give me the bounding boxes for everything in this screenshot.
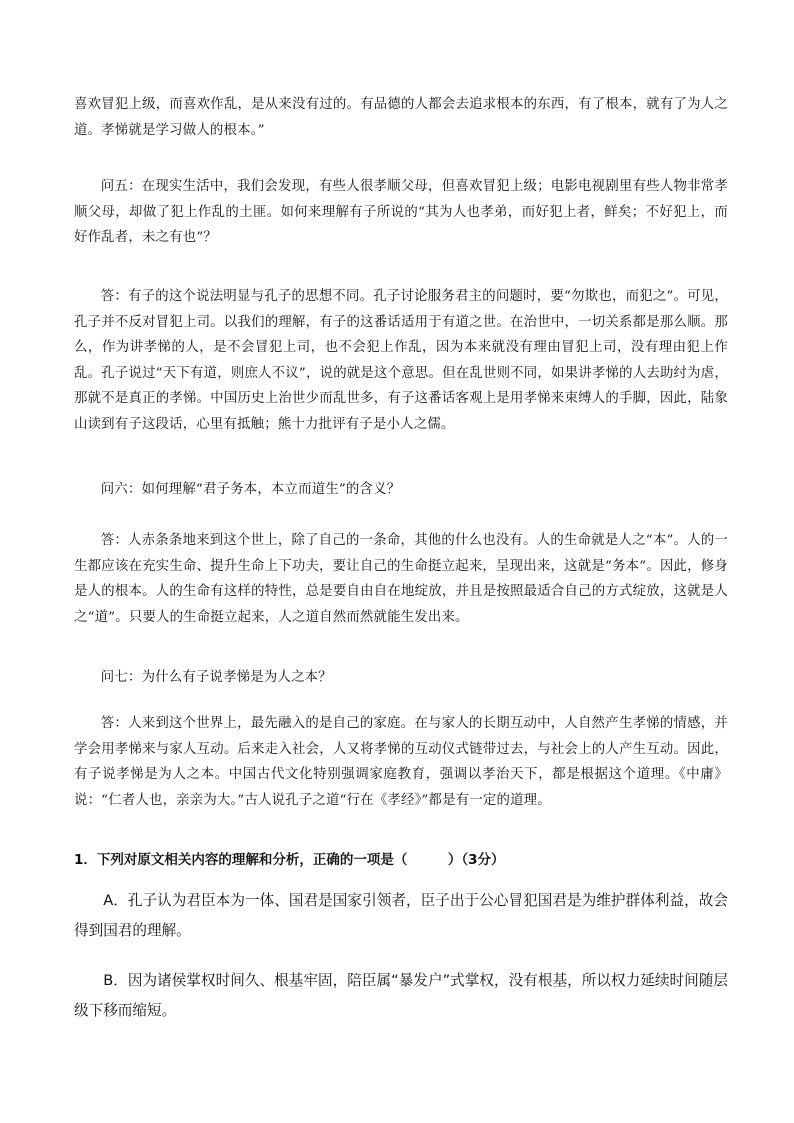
paragraph-continuation: 喜欢冒犯上级，而喜欢作乱，是从来没有过的。有品德的人都会去追求根本的东西，有了根本，就有了为人之道。孝悌就是学习做人的根本。” (74, 97, 728, 138)
question-seven: 问七：为什么有子说孝悌是为人之本？ (100, 670, 332, 685)
option-b: B．因为诸侯掌权时间久、根基牢固，陪臣属“暴发户”式掌权，没有根基，所以权力延续时间随层级下移而缩短。 (74, 972, 728, 1019)
answer-seven: 答：人来到这个世界上，最先融入的是自己的家庭。在与家人的长期互动中，人自然产生孝悌的情感，并学会用孝悌来与家人互动。后来走入社会，人又将孝悌的互动仪式链带过去，与社会上的人产生互动。因此，有子说孝悌是为人之本。中国古代文化特别强调家庭教育，强调以孝治天下，都是根据这个道理。《中庸》说：“仁者人也，亲亲为大。”古人说孔子之道“行在《孝经》”都是有一定的道理。 (74, 716, 728, 808)
question-six: 问六：如何理解“君子务本，本立而道生”的含义？ (100, 482, 401, 497)
question-one-title: 1．下列对原文相关内容的理解和分析，正确的一项是（ ）（3分） (74, 852, 505, 868)
answer-five: 答：有子的这个说法明显与孔子的思想不同。孔子讨论服务君主的问题时，要“勿欺也，而犯之”。可见，孔子并不反对冒犯上司。以我们的理解，有子的这番话适用于有道之世。在治世中，一切关系都是那么顺。那么，作为讲孝悌的人，是不会冒犯上司，也不会犯上作乱，因为本来就没有理由冒犯上司，没有理由犯上作乱。孔子说过“天下有道，则庶人不议”，说的就是这个意思。但在乱世则不同，如果讲孝悌的人去助纣为虐，那就不是真正的孝悌。中国历史上治世少而乱世多，有子这番话客观上是用孝悌来束缚人的手脚，因此，陆象山读到有子这段话，心里有抵触；熊十力批评有子是小人之儒。 (74, 289, 728, 432)
question-five: 问五：在现实生活中，我们会发现，有些人很孝顺父母，但喜欢冒犯上级；电影电视剧里有些人物非常孝顺父母，却做了犯上作乱的土匪。如何来理解有子所说的“其为人也孝弟，而好犯上者，鲜矣；不好犯上，而好作乱者，未之有也”？ (74, 179, 728, 246)
answer-six: 答：人赤条条地来到这个世上，除了自己的一条命，其他的什么也没有。人的生命就是人之“本”。人的一生都应该在充实生命、提升生命上下功夫，要让自己的生命挺立起来，呈现出来，这就是“务本”。因此，修身是人的根本。人的生命有这样的特性，总是要自由自在地绽放，并且是按照最适合自己的方式绽放，这就是人之“道”。只要人的生命挺立起来，人之道自然而然就能生发出来。 (74, 533, 728, 625)
option-a: A．孔子认为君臣本为一体、国君是国家引领者，臣子出于公心冒犯国君是为维护群体利益，故会得到国君的理解。 (74, 892, 728, 939)
